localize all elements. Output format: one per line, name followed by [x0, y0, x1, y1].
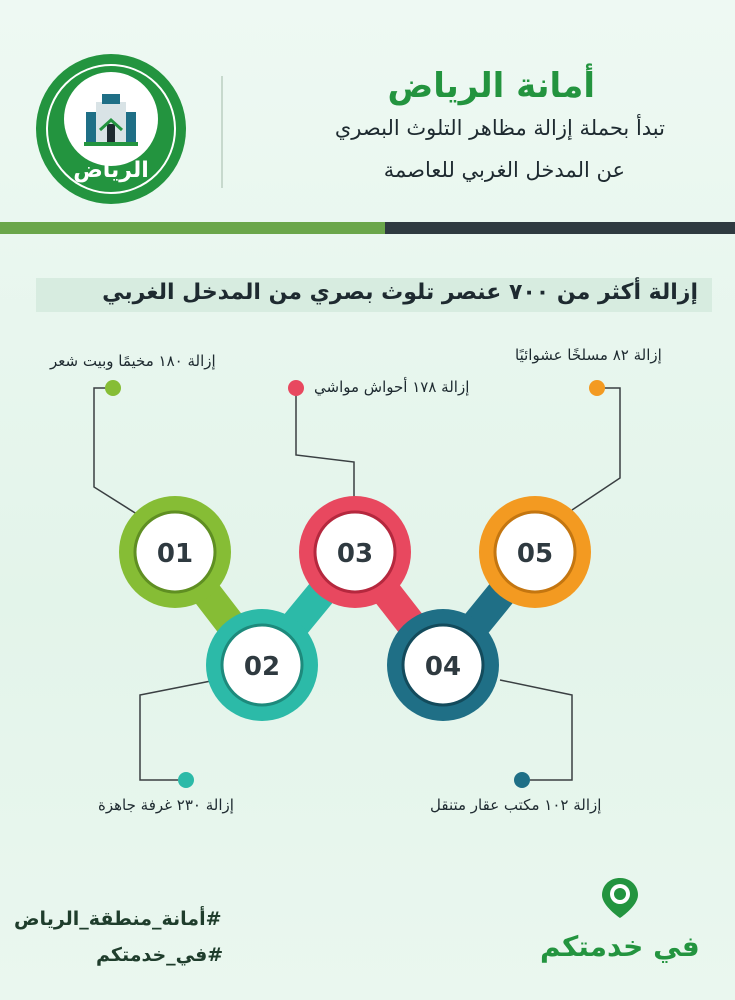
node-04	[387, 609, 499, 721]
location-pin-icon	[598, 876, 642, 920]
connector-05	[572, 388, 620, 510]
step-label-01: إزالة ١٨٠ مخيمًا وبيت شعر	[50, 352, 216, 370]
logo-text: الرياض	[73, 158, 149, 183]
node-number: 05	[516, 539, 554, 569]
subtitle-line-1: تبدأ بحملة إزالة مظاهر التلوث البصري	[334, 116, 665, 140]
node-03	[299, 496, 411, 608]
step-label-02: إزالة ٢٣٠ غرفة جاهزة	[98, 796, 234, 814]
dot-05	[589, 380, 605, 396]
brand-slogan: في خدمتكم	[540, 930, 700, 963]
node-01	[119, 496, 231, 608]
dot-03	[288, 380, 304, 396]
node-number: 04	[424, 652, 462, 682]
node-05	[479, 496, 591, 608]
step-label-04: إزالة ١٠٢ مكتب عقار متنقل	[430, 796, 602, 814]
connector-04	[500, 680, 572, 780]
dot-01	[105, 380, 121, 396]
connector-01	[94, 388, 140, 516]
summary-banner-text: إزالة أكثر من ٧٠٠ عنصر تلوث بصري من المدخل الغربي	[102, 280, 698, 305]
dot-04	[514, 772, 530, 788]
node-number: 02	[243, 652, 281, 682]
page-title: أمانة الرياض	[387, 66, 595, 106]
dot-02	[178, 772, 194, 788]
step-label-03: إزالة ١٧٨ أحواش مواشي	[314, 378, 470, 396]
connector-03	[296, 388, 354, 500]
connector-02	[140, 680, 216, 780]
step-label-05: إزالة ٨٢ مسلخًا عشوائيًا	[515, 346, 662, 364]
node-number: 03	[336, 539, 374, 569]
subtitle-line-2: عن المدخل الغربي للعاصمة	[383, 158, 625, 182]
node-02	[206, 609, 318, 721]
hashtag-municipality: #أمانة_منطقة_الرياض	[14, 908, 222, 930]
node-number: 01	[156, 539, 194, 569]
hashtag-service: #في_خدمتكم	[96, 944, 224, 966]
